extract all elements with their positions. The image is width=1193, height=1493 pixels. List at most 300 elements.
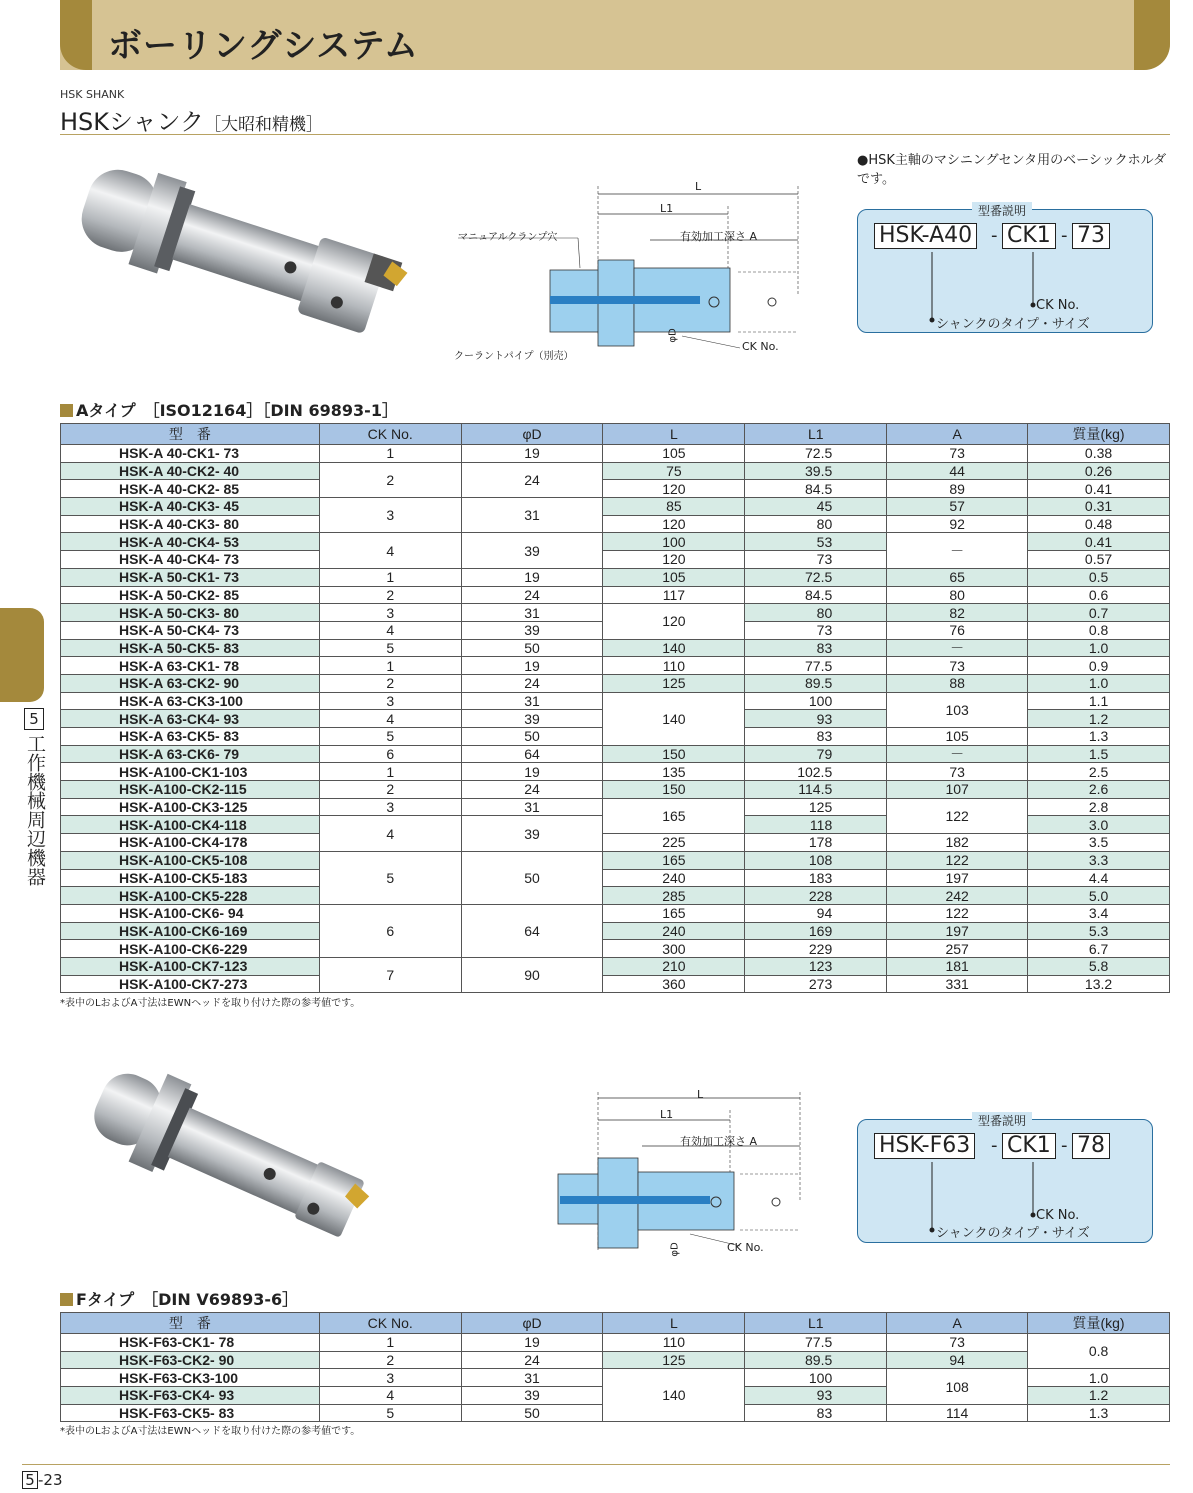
table-cell: HSK-A 40-CK4- 53 (61, 533, 320, 551)
table-cell: 73 (887, 763, 1028, 781)
table-cell: 3 (319, 798, 461, 816)
table-cell: 182 (887, 834, 1028, 852)
model-box-title-f: 型番説明 (972, 1112, 1032, 1129)
table-cell: 125 (603, 674, 745, 692)
table-cell: 165 (603, 798, 745, 833)
table-cell: 2 (319, 674, 461, 692)
table-cell: 4 (319, 621, 461, 639)
table-cell: HSK-A 40-CK3- 45 (61, 498, 320, 516)
section-marker-f (60, 1293, 73, 1306)
section-marker-a (60, 404, 73, 417)
table-cell: 5.8 (1028, 957, 1170, 975)
label-coolant: クーラントパイプ（別売） (454, 351, 574, 362)
table-cell: 64 (461, 745, 603, 763)
table-cell: 1 (319, 763, 461, 781)
subtitle-en: HSK SHANK (60, 88, 125, 101)
table-cell: 79 (745, 745, 887, 763)
model-seg-ck-f: CK1 (1002, 1133, 1056, 1159)
table-row (61, 798, 1170, 816)
table-cell: 225 (603, 834, 745, 852)
table-cell: 83 (745, 639, 887, 657)
table-cell: HSK-A 50-CK2- 85 (61, 586, 320, 604)
table-cell: 64 (461, 904, 603, 957)
dim-L: L (695, 180, 702, 193)
table-cell: 117 (603, 586, 745, 604)
table-cell: 0.41 (1028, 480, 1170, 498)
table-cell: 4 (319, 1387, 461, 1405)
table-row (61, 462, 1170, 480)
table-cell: HSK-A 63-CK2- 90 (61, 674, 320, 692)
table-cell: 84.5 (745, 480, 887, 498)
table-cell: 0.7 (1028, 604, 1170, 622)
table-cell: 3.3 (1028, 851, 1170, 869)
table-cell: 4.4 (1028, 869, 1170, 887)
table-cell: 39 (461, 1387, 603, 1405)
side-chapter-number: 5 (24, 708, 44, 730)
label-phiD-f: φD (669, 1242, 681, 1257)
table-cell: 57 (887, 498, 1028, 516)
table-cell: 122 (887, 904, 1028, 922)
table-cell: 120 (603, 551, 745, 569)
table-cell: 5 (319, 851, 461, 904)
table-cell: 73 (887, 1334, 1028, 1352)
table-cell: 76 (887, 621, 1028, 639)
side-chapter-label: 工作機械周辺機器 (24, 734, 46, 886)
table-cell: 31 (461, 604, 603, 622)
table-cell: 3 (319, 498, 461, 533)
table-cell: 0.8 (1028, 1334, 1170, 1369)
table-cell: HSK-A100-CK5-228 (61, 887, 320, 905)
column-header: A (887, 424, 1028, 445)
table-cell: 114 (887, 1404, 1028, 1422)
table-cell: 169 (745, 922, 887, 940)
table-cell: 88 (887, 674, 1028, 692)
table-cell: 240 (603, 922, 745, 940)
table-cell: 5 (319, 639, 461, 657)
table-cell: 197 (887, 869, 1028, 887)
table-cell: HSK-F63-CK2- 90 (61, 1351, 320, 1369)
dim-L1-f: L1 (660, 1108, 674, 1121)
table-row (61, 869, 1170, 887)
table-cell: HSK-A100-CK6-229 (61, 940, 320, 958)
table-cell: HSK-A 63-CK3-100 (61, 692, 320, 710)
table-cell: 6.7 (1028, 940, 1170, 958)
table-row (61, 975, 1170, 993)
table-cell: 122 (887, 851, 1028, 869)
table-cell: 19 (461, 1334, 603, 1352)
spec-table-a (60, 423, 1170, 993)
column-header: 型 番 (61, 1313, 320, 1334)
table-cell: HSK-A 40-CK2- 85 (61, 480, 320, 498)
label-ck-f: CK No. (727, 1241, 764, 1254)
table-cell: 93 (745, 710, 887, 728)
model-seg-length-f: 78 (1072, 1133, 1110, 1159)
table-cell: HSK-A 40-CK2- 40 (61, 462, 320, 480)
model-dash-f1: - (991, 1135, 998, 1156)
table-cell: 103 (887, 692, 1028, 727)
table-cell: HSK-F63-CK4- 93 (61, 1387, 320, 1405)
table-cell: 3 (319, 604, 461, 622)
table-cell: 39 (461, 816, 603, 851)
table-cell: 2 (319, 1351, 461, 1369)
table-row (61, 533, 1170, 551)
table-cell: 197 (887, 922, 1028, 940)
table-cell: 1.0 (1028, 639, 1170, 657)
model-dash-a1: - (991, 225, 998, 246)
table-cell: 165 (603, 904, 745, 922)
table-cell: 73 (745, 621, 887, 639)
table-cell: 92 (887, 515, 1028, 533)
table-cell: 24 (461, 1351, 603, 1369)
dimension-diagram-f (550, 1090, 810, 1260)
product-photo-f (72, 1058, 372, 1278)
table-cell: 83 (745, 728, 887, 746)
table-cell: 120 (603, 515, 745, 533)
table-cell: 2 (319, 586, 461, 604)
table-row (61, 445, 1170, 463)
table-cell: 84.5 (745, 586, 887, 604)
table-cell: 228 (745, 887, 887, 905)
section-text-a: Aタイプ ［ISO12164］［DIN 69893-1］ (76, 401, 398, 420)
dim-depth-f: 有効加工深さ A (680, 1135, 758, 1148)
table-cell: HSK-A 50-CK1- 73 (61, 568, 320, 586)
table-cell: HSK-A 50-CK3- 80 (61, 604, 320, 622)
table-cell: 1.1 (1028, 692, 1170, 710)
column-header: φD (461, 424, 603, 445)
table-cell: 50 (461, 851, 603, 904)
table-cell: HSK-A100-CK6- 94 (61, 904, 320, 922)
table-cell: 165 (603, 851, 745, 869)
model-label-type-a: シャンクのタイプ・サイズ (936, 317, 1090, 332)
table-row (61, 639, 1170, 657)
subtitle-rule (60, 134, 1170, 135)
table-cell: 100 (745, 1369, 887, 1387)
table-cell: 75 (603, 462, 745, 480)
table-row (61, 480, 1170, 498)
table-cell: 105 (603, 568, 745, 586)
table-cell: 50 (461, 728, 603, 746)
table-cell: 1.5 (1028, 745, 1170, 763)
table-row (61, 692, 1170, 710)
table-cell: 0.48 (1028, 515, 1170, 533)
table-cell: 1.0 (1028, 674, 1170, 692)
label-ck: CK No. (742, 340, 779, 353)
table-cell: 1.2 (1028, 1387, 1170, 1405)
table-cell: 89.5 (745, 674, 887, 692)
table-row (61, 745, 1170, 763)
table-cell: HSK-A100-CK7-273 (61, 975, 320, 993)
table-cell: HSK-A 63-CK4- 93 (61, 710, 320, 728)
table-cell: HSK-A100-CK5-183 (61, 869, 320, 887)
table-cell: 45 (745, 498, 887, 516)
table-cell: 0.31 (1028, 498, 1170, 516)
page-chapter: 5 (22, 1471, 38, 1489)
table-cell: － (887, 745, 1028, 763)
table-cell: 1 (319, 1334, 461, 1352)
table-cell: 0.38 (1028, 445, 1170, 463)
table-row (61, 674, 1170, 692)
table-cell: 285 (603, 887, 745, 905)
header-accent-right (1134, 0, 1170, 70)
column-header: φD (461, 1313, 603, 1334)
table-cell: 24 (461, 674, 603, 692)
table-cell: 44 (887, 462, 1028, 480)
table-cell: 4 (319, 816, 461, 851)
column-header: 質量(kg) (1028, 424, 1170, 445)
table-cell: 118 (745, 816, 887, 834)
table-cell: 94 (887, 1351, 1028, 1369)
product-photo-a (62, 150, 412, 390)
table-cell: 2.6 (1028, 781, 1170, 799)
table-row (61, 657, 1170, 675)
table-cell: 100 (603, 533, 745, 551)
column-header: L1 (745, 424, 887, 445)
table-cell: HSK-A100-CK7-123 (61, 957, 320, 975)
table-cell: HSK-A100-CK3-125 (61, 798, 320, 816)
table-cell: 140 (603, 1369, 745, 1422)
table-cell: 3 (319, 692, 461, 710)
table-cell: 83 (745, 1404, 887, 1422)
table-cell: 257 (887, 940, 1028, 958)
table-cell: HSK-F63-CK3-100 (61, 1369, 320, 1387)
table-cell: 108 (745, 851, 887, 869)
table-row (61, 1369, 1170, 1387)
table-cell: 3.5 (1028, 834, 1170, 852)
table-cell: 24 (461, 781, 603, 799)
table-cell: 110 (603, 657, 745, 675)
table-cell: HSK-A 50-CK5- 83 (61, 639, 320, 657)
table-cell: 2 (319, 781, 461, 799)
model-seg-ck-a: CK1 (1002, 223, 1056, 249)
table-row (61, 498, 1170, 516)
table-cell: 360 (603, 975, 745, 993)
table-cell: 80 (745, 604, 887, 622)
page-index: -23 (38, 1471, 63, 1489)
table-cell: 125 (603, 1351, 745, 1369)
table-cell: 122 (887, 798, 1028, 833)
table-row (61, 957, 1170, 975)
table-cell: HSK-A100-CK4-118 (61, 816, 320, 834)
table-cell: 31 (461, 1369, 603, 1387)
table-cell: 73 (887, 445, 1028, 463)
table-cell: HSK-A100-CK5-108 (61, 851, 320, 869)
table-cell: 73 (887, 657, 1028, 675)
table-cell: HSK-A100-CK4-178 (61, 834, 320, 852)
subtitle-jp-text: HSKシャンク (60, 108, 205, 136)
model-label-ck-a: CK No. (1036, 298, 1080, 313)
table-cell: 19 (461, 445, 603, 463)
table-cell: 229 (745, 940, 887, 958)
table-row (61, 586, 1170, 604)
table-row (61, 940, 1170, 958)
table-cell: 31 (461, 692, 603, 710)
table-cell: － (887, 533, 1028, 568)
table-cell: 85 (603, 498, 745, 516)
section-text-f: Fタイプ ［DIN V69893-6］ (76, 1290, 299, 1309)
model-box-title-a: 型番説明 (972, 202, 1032, 219)
table-cell: 65 (887, 568, 1028, 586)
column-header: CK No. (319, 424, 461, 445)
table-cell: 181 (887, 957, 1028, 975)
table-cell: 300 (603, 940, 745, 958)
table-cell: 53 (745, 533, 887, 551)
table-cell: 1 (319, 657, 461, 675)
footnote-f: *表中のLおよびA寸法はEWNヘッドを取り付けた際の参考値です。 (60, 1426, 361, 1437)
table-cell: 31 (461, 798, 603, 816)
table-cell: 1 (319, 568, 461, 586)
table-row (61, 922, 1170, 940)
note-basic-holder: ●HSK主軸のマシニングセンタ用のベーシックホルダです。 (857, 153, 1167, 187)
model-seg-shank-a: HSK-A40 (874, 223, 977, 249)
table-cell: 183 (745, 869, 887, 887)
column-header: L (603, 1313, 745, 1334)
table-cell: 93 (745, 1387, 887, 1405)
table-cell: 242 (887, 887, 1028, 905)
table-cell: 7 (319, 957, 461, 992)
table-cell: 1.3 (1028, 1404, 1170, 1422)
table-cell: 39 (461, 533, 603, 568)
table-cell: － (887, 639, 1028, 657)
page-title: ボーリングシステム (108, 26, 419, 66)
table-cell: 3.4 (1028, 904, 1170, 922)
column-header: 型 番 (61, 424, 320, 445)
footnote-a: *表中のLおよびA寸法はEWNヘッドを取り付けた際の参考値です。 (60, 998, 361, 1009)
table-cell: 5 (319, 728, 461, 746)
table-cell: HSK-A 63-CK1- 78 (61, 657, 320, 675)
table-row (61, 1334, 1170, 1352)
table-cell: 0.9 (1028, 657, 1170, 675)
model-seg-length-a: 73 (1072, 223, 1110, 249)
table-cell: 120 (603, 480, 745, 498)
table-cell: 0.57 (1028, 551, 1170, 569)
table-row (61, 904, 1170, 922)
table-cell: 0.6 (1028, 586, 1170, 604)
table-cell: 140 (603, 639, 745, 657)
table-cell: 3 (319, 1369, 461, 1387)
column-header: L1 (745, 1313, 887, 1334)
column-header: CK No. (319, 1313, 461, 1334)
table-cell: 50 (461, 639, 603, 657)
table-cell: 120 (603, 604, 745, 639)
table-row (61, 781, 1170, 799)
section-heading-a (60, 398, 398, 421)
table-cell: 72.5 (745, 445, 887, 463)
table-cell: 125 (745, 798, 887, 816)
table-cell: 331 (887, 975, 1028, 993)
table-cell: 19 (461, 568, 603, 586)
table-cell: 123 (745, 957, 887, 975)
table-cell: 19 (461, 763, 603, 781)
table-cell: HSK-A100-CK1-103 (61, 763, 320, 781)
table-cell: 135 (603, 763, 745, 781)
table-cell: 2.8 (1028, 798, 1170, 816)
table-cell: HSK-F63-CK5- 83 (61, 1404, 320, 1422)
table-cell: 105 (887, 728, 1028, 746)
table-cell: 1.0 (1028, 1369, 1170, 1387)
subtitle-jp (60, 102, 323, 137)
table-cell: 89.5 (745, 1351, 887, 1369)
table-cell: HSK-A100-CK2-115 (61, 781, 320, 799)
table-cell: 150 (603, 745, 745, 763)
table-row (61, 604, 1170, 622)
table-cell: 240 (603, 869, 745, 887)
table-cell: 1.2 (1028, 710, 1170, 728)
model-dash-f2: - (1061, 1135, 1068, 1156)
table-cell: 5.0 (1028, 887, 1170, 905)
table-cell: 80 (887, 586, 1028, 604)
model-dash-a2: - (1061, 225, 1068, 246)
table-cell: 82 (887, 604, 1028, 622)
table-cell: 31 (461, 498, 603, 533)
column-header: L (603, 424, 745, 445)
table-row (61, 515, 1170, 533)
table-cell: HSK-F63-CK1- 78 (61, 1334, 320, 1352)
label-phiD: φD (667, 328, 679, 343)
table-cell: 39 (461, 710, 603, 728)
table-cell: 77.5 (745, 657, 887, 675)
model-label-ck-f: CK No. (1036, 1208, 1080, 1223)
table-cell: 13.2 (1028, 975, 1170, 993)
model-label-type-f: シャンクのタイプ・サイズ (936, 1226, 1090, 1241)
table-row (61, 763, 1170, 781)
dim-L1: L1 (660, 202, 674, 215)
table-row (61, 1351, 1170, 1369)
table-cell: 19 (461, 657, 603, 675)
table-cell: HSK-A 63-CK5- 83 (61, 728, 320, 746)
table-cell: 107 (887, 781, 1028, 799)
table-cell: 1.3 (1028, 728, 1170, 746)
table-row (61, 834, 1170, 852)
column-header: 質量(kg) (1028, 1313, 1170, 1334)
table-cell: 39 (461, 621, 603, 639)
table-cell: 178 (745, 834, 887, 852)
table-cell: 108 (887, 1369, 1028, 1404)
table-cell: 5 (319, 1404, 461, 1422)
section-heading-f (60, 1287, 298, 1310)
table-cell: 24 (461, 586, 603, 604)
table-cell: HSK-A 40-CK1- 73 (61, 445, 320, 463)
table-cell: HSK-A 40-CK3- 80 (61, 515, 320, 533)
spec-table-f (60, 1312, 1170, 1422)
table-cell: HSK-A 63-CK6- 79 (61, 745, 320, 763)
dimension-diagram-a (450, 176, 810, 356)
dim-depth: 有効加工深さ A (680, 230, 758, 243)
table-cell: 110 (603, 1334, 745, 1352)
table-cell: 89 (887, 480, 1028, 498)
dim-L-f: L (697, 1088, 704, 1101)
table-cell: 72.5 (745, 568, 887, 586)
header-accent-left (60, 0, 92, 70)
table-cell: 77.5 (745, 1334, 887, 1352)
table-cell: HSK-A 50-CK4- 73 (61, 621, 320, 639)
table-cell: 6 (319, 904, 461, 957)
table-cell: 102.5 (745, 763, 887, 781)
table-cell: 150 (603, 781, 745, 799)
side-tab (0, 608, 44, 702)
page-number (22, 1471, 63, 1489)
column-header: A (887, 1313, 1028, 1334)
subtitle-maker: ［大昭和精機］ (204, 115, 324, 135)
table-cell: HSK-A100-CK6-169 (61, 922, 320, 940)
table-cell: HSK-A 40-CK4- 73 (61, 551, 320, 569)
table-cell: 80 (745, 515, 887, 533)
table-cell: 50 (461, 1404, 603, 1422)
table-cell: 0.8 (1028, 621, 1170, 639)
table-cell: 114.5 (745, 781, 887, 799)
table-cell: 2.5 (1028, 763, 1170, 781)
label-manual-clamp: マニュアルクランプ穴 (458, 232, 558, 243)
table-header-row (61, 424, 1170, 445)
